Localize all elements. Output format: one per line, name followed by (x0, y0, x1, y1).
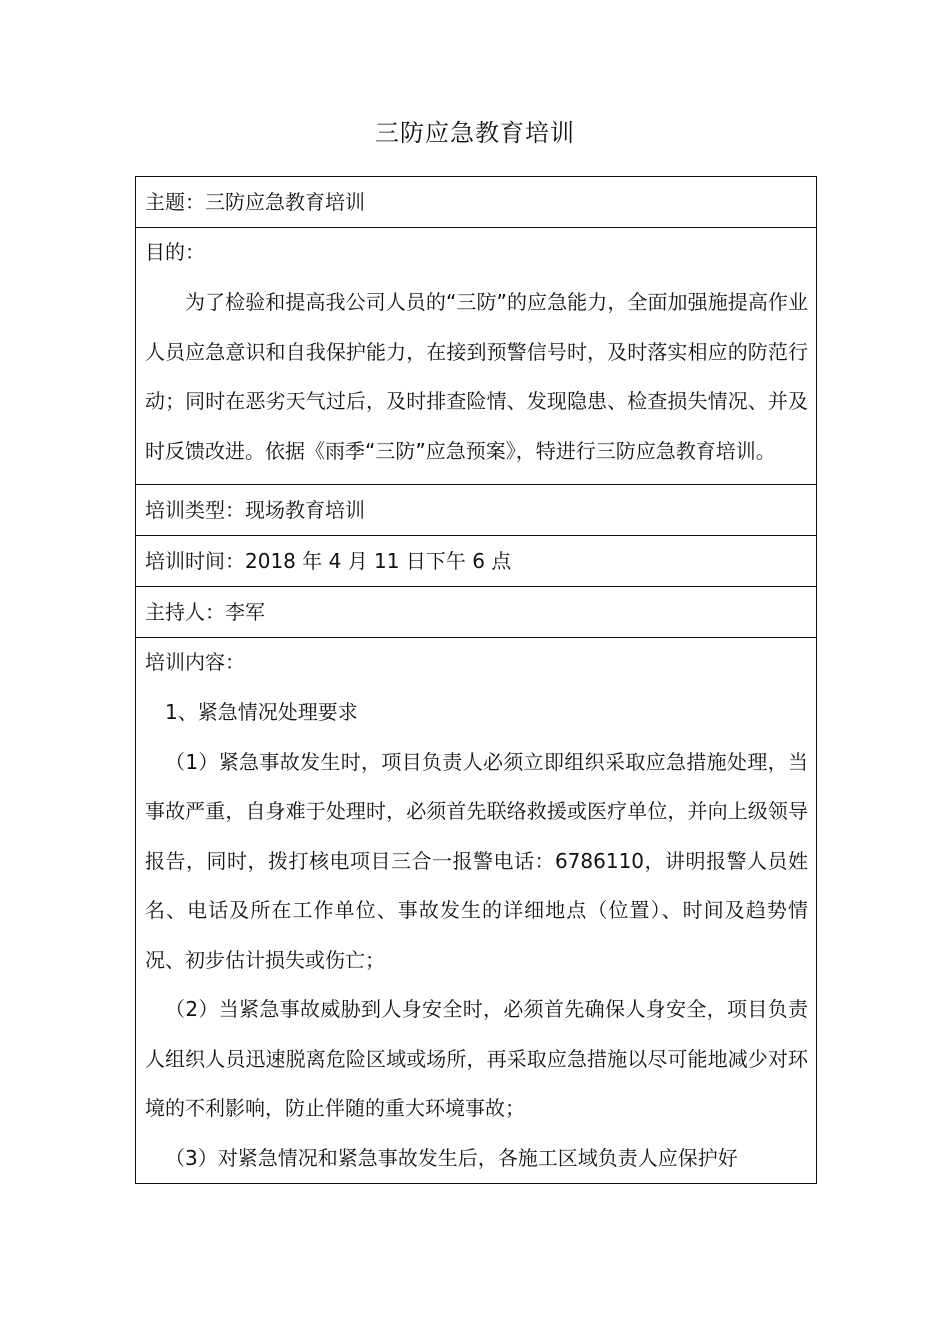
training-type-row (136, 485, 817, 536)
training-time-cell: 培训时间：2018 年 4 月 11 日下午 6 点 (136, 536, 817, 587)
purpose-label: 目的： (145, 240, 205, 264)
theme-cell: 主题：三防应急教育培训 (136, 177, 817, 228)
theme-row (136, 177, 817, 228)
content-row (136, 638, 817, 1184)
content-heading-1: 1、紧急情况处理要求 (165, 700, 358, 724)
training-type-cell: 培训类型：现场教育培训 (136, 485, 817, 536)
content-item-1: （1）紧急事故发生时，项目负责人必须立即组织采取应急措施处理，当事故严重，自身难于处理时，必须首先联络救援或医疗单位，并向上级领导报告，同时，拨打核电项目三合一报警电话：6786110，讲明报警人员姓名、电话及所在工作单位、事故发生的详细地点（位置）、时间及趋势情况、初步估计损失或伤亡； (145, 749, 808, 972)
host-row (136, 587, 817, 638)
content-item-2: （2）当紧急事故威胁到人身安全时，必须首先确保人身安全，项目负责人组织人员迅速脱离危险区域或场所，再采取应急措施以尽可能地减少对环境的不利影响，防止伴随的重大环境事故； (145, 997, 808, 1120)
purpose-cell (136, 228, 817, 485)
purpose-text: 为了检验和提高我公司人员的“三防”的应急能力，全面加强施提高作业人员应急意识和自我保护能力，在接到预警信号时，及时落实相应的防范行动；同时在恶劣天气过后，及时排查险情、发现隐患、检查损失情况、并及时反馈改进。依据《雨季“三防”应急预案》，特进行三防应急教育培训。 (145, 290, 808, 463)
purpose-row (136, 228, 817, 485)
document-title: 三防应急教育培训 (375, 119, 575, 147)
content-item-3: （3）对紧急情况和紧急事故发生后，各施工区域负责人应保护好 (165, 1145, 738, 1170)
content-label: 培训内容： (145, 650, 245, 674)
content-cell (136, 638, 817, 1184)
training-record-table (135, 176, 817, 1184)
training-time-row (136, 536, 817, 587)
host-cell: 主持人：李军 (136, 587, 817, 638)
